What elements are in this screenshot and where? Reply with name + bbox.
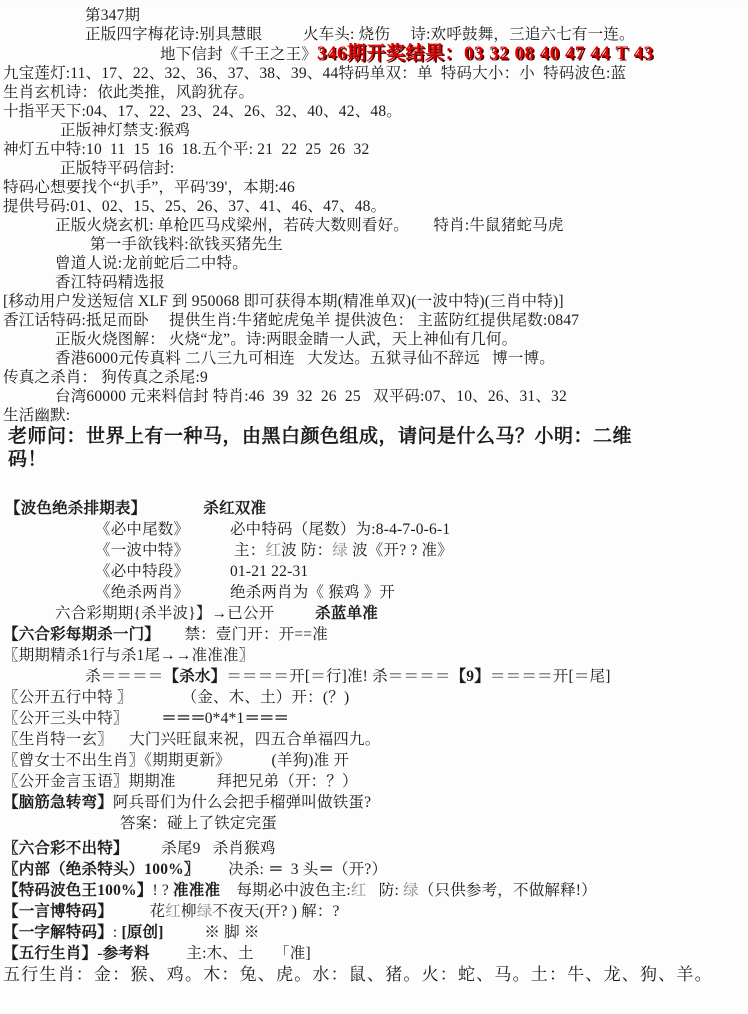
draw-result-line [0,44,748,64]
zengdaoren-line [0,254,748,273]
text-segment: 红 [265,542,282,559]
text-segment: 正版火烧图解： 火烧“龙”。诗:两眼金睛一人武，天上神仙有几何。 [55,331,518,348]
must-hit-segment-line [0,561,748,582]
brain-teaser-answer-line [0,813,748,834]
taiwan-material-line [0,387,748,406]
kill-one-gate-line [0,624,748,645]
text-segment: 参考料 [102,945,150,962]
internal-kill-head-line [0,859,748,880]
text-segment: 【特码波色王100%】 [3,882,153,899]
text-segment: 〖内部（绝杀特头）100%〗 [3,861,200,878]
brain-teaser-line [0,792,748,813]
text-segment: 【六合彩每期杀一门】 [3,626,161,643]
text-segment: 防: [366,882,404,899]
text-segment: 【一言博特码】 [3,903,113,920]
xiangjiang-report-line [0,273,748,292]
text-segment: 〖曾女士不出生肖〗《期期更新》 (羊狗)准 开 [3,752,350,769]
five-elements-line [0,687,748,708]
text-segment: 神灯五中特:10 11 15 16 18.五个平: 21 22 25 26 32 [3,141,370,158]
one-char-line [0,922,748,943]
five-element-zodiac-header [0,943,748,964]
text-segment: 阿兵哥们为什么会把手榴弹叫做铁蛋? [112,794,372,811]
text-segment: 正版四字梅花诗:别具慧眼 火车头: 烧伤 诗:欢呼鼓舞，三追六七有一连。 [85,26,635,43]
text-segment: ＝＝＝ [244,710,288,727]
text-segment: 老师问：世界上有一种马，由黑白颜色组成，请问是什么马？小明：二维 [8,426,633,447]
text-segment: 波 防： [281,542,333,559]
text-segment: 【五行生肖】 [3,945,98,962]
text-segment: 九宝莲灯:11、17、22、32、36、37、38、39、44 [3,65,339,82]
text-segment: 正版神灯禁支:猴鸡 [60,122,191,139]
text-segment: 红 [350,882,367,899]
text-segment: 《绝杀两肖》 绝杀两肖为《 猴鸡 》开 [95,584,396,601]
text-segment: 〖生肖特一玄〗 大门兴旺鼠来祝，四五合单福四九。 [3,731,381,748]
text-segment: 0*4*1 [204,710,245,727]
text-segment: 〖公开五行中特 〗 （金、木、土）开：(？) [3,689,350,706]
three-heads-line [0,708,748,729]
fire-mystery-line [0,216,748,235]
lamp-forbidden-line [0,121,748,140]
one-phrase-line [0,901,748,922]
zodiac-poem-line [0,83,748,102]
text-segment: ! ? [152,882,174,899]
text-segment: - [97,945,103,962]
sms-notice-line [0,292,748,311]
text-segment: ＝＝＝＝开[＝行]准! 杀＝＝＝＝ [226,668,451,685]
zodiac-mystery-line [0,729,748,750]
text-segment: 〖公开金言玉语〗期期准 拜把兄弟（开：？） [3,773,358,790]
text-segment: [原创] [121,924,164,941]
period-line [0,6,748,25]
text-segment: 主:木、土 「准] [149,945,311,962]
text-segment [146,500,203,517]
text-segment: （只供参考，不做解释!） [418,882,597,899]
text-segment: 绿 [196,903,213,920]
text-segment: 码！ [8,449,48,470]
madam-zeng-line [0,750,748,771]
text-segment: ＝ [268,861,283,878]
text-segment: 【脑筋急转弯】 [3,794,113,811]
text-segment: 香江话特码:抵足而卧 提供生肖:牛猪蛇虎兔羊 提供波色： 主蓝防红提供尾数:0847 [3,312,580,329]
text-segment: 特码单双：单 特码大小：小 特码波色:蓝 [338,65,627,82]
money-hint-line [0,235,748,254]
text-segment: ＝＝＝＝开[＝尾] [489,668,611,685]
wave-kill-table-header [0,498,748,519]
text-segment: 【9】 [450,668,490,685]
text-segment: 准准准 [173,882,221,899]
text-segment: 传真之杀肖： 狗传真之杀尾:9 [3,369,208,386]
text-segment: 〖期期精杀1行与杀1尾→→准准准〗 [3,647,255,664]
ten-fingers-line [0,102,748,121]
text-segment: 【杀水】 [163,668,227,685]
text-segment: 正版特平码信封: [60,160,175,177]
text-segment: 【波色绝杀排期表】 [5,500,147,517]
text-segment: ＝ [318,861,333,878]
text-segment: 【一字解特码】 [3,924,113,941]
text-segment: [移动用户发送短信 XLF 到 950068 即可获得本期(精准单双)(一波中特)(三肖中特)] [3,293,564,310]
kill-blue-verdict: 杀蓝单准 [315,605,378,622]
text-segment: 决杀: [199,861,269,878]
text-segment: 红 [165,903,181,920]
hk-fax-line [0,349,748,368]
text-segment: 《必中尾数》 必中特码（尾数）为:8-4-7-0-6-1 [95,521,451,538]
no-special-line [0,838,748,859]
text-segment: 花 [112,903,166,920]
text-segment: 不夜天(开? ) 解：? [212,903,340,920]
half-wave-line [0,603,748,624]
text-segment: 杀尾9 杀肖猴鸡 [128,840,276,857]
draw-result-value: 346期开奖结果：03 32 08 40 47 44 T 43 [317,43,654,64]
five-element-zodiac-table [0,964,748,985]
plum-poem-line [0,25,748,44]
text-segment: ＝＝＝ [161,710,205,727]
text-segment: 绿 [332,542,349,559]
text-segment: ※ 脚 ※ [163,924,260,941]
kill-two-zodiac-line [0,582,748,603]
must-hit-tail-line [0,519,748,540]
text-segment: 禁：壹门开：开==准 [160,626,328,643]
text-segment: 香江特码精选报 [55,274,165,291]
humor-joke-line-1 [0,425,748,448]
text-segment: 香港6000元传真料 二八三九可相连 大发达。五狱寻仙不辞远 博一博。 [55,350,555,367]
lamp-five-special-line [0,140,748,159]
text-segment: 每期必中波色主: [220,882,351,899]
text-segment: 十指平天下:04、17、22、23、24、26、32、40、42、48。 [3,103,403,120]
kill-red-verdict: 杀红双准 [203,500,267,517]
text-segment: 特码心想要找个“扒手”，平码'39'，本期:46 [3,179,295,196]
wave-king-line [0,880,748,901]
envelope-hint-line [0,178,748,197]
nine-lotus-line [0,64,748,83]
text-segment: 第一手欲钱料:欲钱买猪先生 [90,236,283,253]
text-segment: 3 头 [282,861,319,878]
text-segment: 〖六合彩不出特】 [3,840,129,857]
text-segment: 正版火烧玄机: 单枪匹马戍梁州，若砖大数则看好。 特肖:牛鼠猪蛇马虎 [55,217,564,234]
humor-header-line [0,406,748,425]
text-segment: 柳 [181,903,197,920]
text-segment: 五行生肖：金：猴、鸡。木：兔、虎。水：鼠、猪。火：蛇、马。土：牛、龙、狗、羊。 [3,965,713,984]
text-segment: 答案：碰上了铁定完蛋 [120,815,278,832]
text-segment: 《必中特段》 01-21 22-31 [95,563,309,580]
xiangjiang-special-line [0,311,748,330]
text-segment: 生肖玄机诗：依此类推，风韵犹存。 [3,84,255,101]
humor-joke-line-2 [0,448,748,471]
golden-words-line [0,771,748,792]
text-segment: 绿 [403,882,419,899]
text-segment: 波《开? ? 准》 [348,542,453,559]
lottery-tip-sheet [0,6,748,1014]
kill-row-tail-line [0,645,748,666]
text-segment: （开?） [333,861,388,878]
text-segment: 提供号码:01、02、15、25、26、37、41、46、47、48。 [3,198,387,215]
text-segment: 第347期 [85,7,141,24]
kill-water-line [0,666,748,687]
text-segment: 生活幽默: [3,407,71,424]
text-segment: 《一波中特》 主： [95,542,266,559]
numbers-offered-line [0,197,748,216]
fire-diagram-line [0,330,748,349]
text-segment: 六合彩期期{杀半波}】→已公开 [55,605,316,622]
text-segment: 杀＝＝＝＝ [85,668,164,685]
text-segment: 台湾60000 元来料信封 特肖:46 39 32 26 25 双平码:07、10、26、31、32 [55,388,567,405]
envelope-header-line [0,159,748,178]
one-wave-line [0,540,748,561]
text-segment: : [112,924,122,941]
text-segment: 〖公开三头中特〗 [3,710,162,727]
fax-kill-line [0,368,748,387]
text-segment: 曾道人说:龙前蛇后二中特。 [55,255,248,272]
text-segment: 地下信封《千王之王》 [160,46,318,63]
